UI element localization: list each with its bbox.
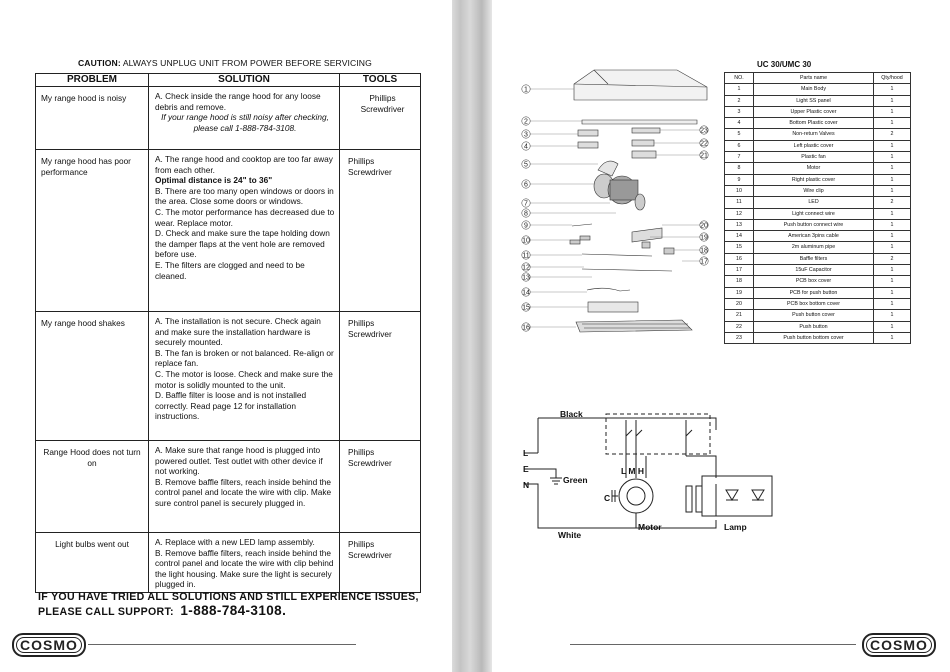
parts-name-cell: Main Body [754, 84, 874, 95]
table-row [725, 219, 911, 230]
left-page [0, 0, 452, 672]
caution-line [78, 58, 372, 68]
table-row [725, 163, 911, 174]
header-problem: PROBLEM [36, 74, 149, 87]
parts-qty-cell: 1 [874, 163, 911, 174]
callout-18: 18 [700, 247, 708, 255]
logo-text: COSMO [870, 637, 928, 653]
parts-no-cell: 18 [725, 276, 754, 287]
callout-23: 23 [700, 127, 708, 135]
solution-line: D. Baffle filter is loose and is not installed correctly. Read page 12 for installation instructions. [155, 390, 307, 422]
wire-green-label: Green [563, 475, 588, 485]
parts-name-cell: Push button connect wire [754, 219, 874, 230]
parts-no-cell: 4 [725, 118, 754, 129]
callout-6: 6 [524, 181, 528, 189]
parts-no-cell: 9 [725, 174, 754, 185]
table-row [725, 321, 911, 332]
parts-no-cell: 16 [725, 253, 754, 264]
parts-name-cell: Left plastic cover [754, 140, 874, 151]
callout-8: 8 [524, 210, 528, 218]
parts-qty-cell: 1 [874, 321, 911, 332]
table-row [36, 150, 421, 312]
table-row [725, 185, 911, 196]
table-row [725, 253, 911, 264]
parts-list-table [724, 72, 911, 344]
parts-name-cell: LED [754, 197, 874, 208]
parts-no-cell: 12 [725, 208, 754, 219]
tools-cell: Phillips Screwdriver [340, 533, 421, 593]
parts-qty-cell: 1 [874, 287, 911, 298]
troubleshooting-table [35, 73, 421, 593]
callout-20: 20 [700, 222, 708, 230]
parts-no-cell: 6 [725, 140, 754, 151]
callouts-left [522, 85, 530, 332]
problem-cell: Range Hood does not turn on [36, 441, 149, 533]
table-row [725, 174, 911, 185]
solution-cell [149, 312, 340, 441]
parts-name-cell: Right plastic cover [754, 174, 874, 185]
callouts-right [700, 126, 708, 266]
parts-no-cell: 14 [725, 231, 754, 242]
parts-qty-cell: 1 [874, 298, 911, 309]
table-row [725, 106, 911, 117]
parts-qty-cell: 1 [874, 95, 911, 106]
capacitor-label: C [604, 493, 611, 503]
parts-qty-cell: 1 [874, 231, 911, 242]
table-row [725, 265, 911, 276]
support-line-2 [38, 604, 419, 619]
parts-name-cell: 15uF Capacitor [754, 265, 874, 276]
solution-line: E. The filters are clogged and need to be cleaned. [155, 259, 305, 281]
tools-cell: Phillips Screwdriver [340, 441, 421, 533]
support-label: PLEASE CALL SUPPORT: [38, 606, 174, 618]
support-phone: 1-888-784-3108. [180, 603, 287, 618]
support-message [38, 590, 419, 619]
parts-no-cell: 1 [725, 84, 754, 95]
parts-qty-cell: 1 [874, 118, 911, 129]
callout-21: 21 [700, 152, 708, 160]
support-line-1: IF YOU HAVE TRIED ALL SOLUTIONS AND STILL EXPERIENCE ISSUES, [38, 591, 419, 603]
table-row [725, 276, 911, 287]
callout-15: 15 [522, 304, 530, 312]
parts-header-qty: Qty/hood [874, 73, 911, 84]
solution-bold-line: Optimal distance is 24" to 36" [155, 175, 273, 186]
parts-no-cell: 7 [725, 152, 754, 163]
solution-line: C. The motor is loose. Check and make sure the motor is solidly mounted to the unit. [155, 368, 333, 390]
callout-16: 16 [522, 324, 530, 332]
wire-n-label: N [523, 480, 530, 490]
parts-qty-cell: 1 [874, 265, 911, 276]
parts-name-cell: PCB box cover [754, 276, 874, 287]
table-row [725, 287, 911, 298]
callout-11: 11 [522, 252, 530, 260]
solution-line: A. The range hood and cooktop are too far away from each other. [155, 154, 333, 175]
logo-text: COSMO [20, 637, 78, 653]
parts-name-cell: Non-return Valves [754, 129, 874, 140]
table-row [725, 197, 911, 208]
parts-no-cell: 10 [725, 185, 754, 196]
callout-19: 19 [700, 234, 708, 242]
tools-cell: Phillips Screwdriver [340, 312, 421, 441]
parts-no-cell: 2 [725, 95, 754, 106]
solution-line: D. Check and make sure the tape holding down the damper flaps at the vent hole are removed before use. [155, 228, 330, 260]
parts-no-cell: 13 [725, 219, 754, 230]
cosmo-logo [12, 633, 86, 657]
parts-no-cell: 17 [725, 265, 754, 276]
problem-cell: Light bulbs went out [36, 533, 149, 593]
parts-no-cell: 8 [725, 163, 754, 174]
table-row [725, 332, 911, 343]
table-row [725, 152, 911, 163]
table-row [36, 87, 421, 150]
wire-l-label: L [523, 448, 529, 458]
footer-rule [88, 644, 356, 645]
table-row [725, 298, 911, 309]
parts-name-cell: Bottom Plastic cover [754, 118, 874, 129]
motor-label: Motor [638, 522, 662, 532]
parts-qty-cell: 1 [874, 152, 911, 163]
parts-no-cell: 15 [725, 242, 754, 253]
parts-name-cell: Push button [754, 321, 874, 332]
solution-line: A. Replace with a new LED lamp assembly. [155, 537, 315, 547]
solution-line: B. Remove baffle filters, reach inside behind the control panel and locate the wire with clip. Make sure control panel is securely plugged in. [155, 476, 332, 508]
table-row [36, 312, 421, 441]
parts-qty-cell: 1 [874, 310, 911, 321]
parts-header-row [725, 73, 911, 84]
table-row [725, 129, 911, 140]
table-row [725, 310, 911, 321]
callout-1: 1 [524, 86, 528, 94]
solution-cell [149, 87, 340, 150]
callout-14: 14 [522, 289, 530, 297]
header-tools: TOOLS [340, 74, 421, 87]
table-row [725, 118, 911, 129]
wire-black-label: Black [560, 409, 583, 419]
parts-no-cell: 3 [725, 106, 754, 117]
table-row [725, 84, 911, 95]
parts-name-cell: Light SS panel [754, 95, 874, 106]
table-row [725, 140, 911, 151]
parts-no-cell: 19 [725, 287, 754, 298]
callout-17: 17 [700, 258, 708, 266]
parts-no-cell: 22 [725, 321, 754, 332]
table-row [725, 95, 911, 106]
table-row [725, 242, 911, 253]
parts-qty-cell: 1 [874, 106, 911, 117]
problem-cell: My range hood shakes [36, 312, 149, 441]
callout-13: 13 [522, 274, 530, 282]
parts-no-cell: 11 [725, 197, 754, 208]
parts-name-cell: Push button bottom cover [754, 332, 874, 343]
callout-12: 12 [522, 264, 530, 272]
parts-header-no: NO. [725, 73, 754, 84]
wire-white-label: White [558, 530, 582, 540]
motor-speed-labels: L M H [621, 466, 644, 476]
caution-text: ALWAYS UNPLUG UNIT FROM POWER BEFORE SERVICING [120, 58, 372, 68]
callout-10: 10 [522, 237, 530, 245]
parts-qty-cell: 1 [874, 276, 911, 287]
wire-e-label: E [523, 464, 529, 474]
parts-no-cell: 21 [725, 310, 754, 321]
parts-name-cell: Light connect wire [754, 208, 874, 219]
parts-qty-cell: 2 [874, 253, 911, 264]
tools-cell: Phillips Screwdriver [340, 150, 421, 312]
cosmo-logo [862, 633, 936, 657]
solution-line: B. Remove baffle filters, reach inside behind the control panel and locate the wire with clip behind the light housing. Make sure the light is securely plugged in. [155, 547, 334, 590]
exploded-parts-diagram [512, 62, 717, 347]
parts-qty-cell: 1 [874, 242, 911, 253]
parts-header-name: Parts name [754, 73, 874, 84]
parts-name-cell: Baffle filters [754, 253, 874, 264]
solution-line: A. The installation is not secure. Check again and make sure the installation hardware is securely mounted. [155, 316, 321, 348]
caution-prefix: CAUTION: [78, 58, 121, 68]
header-solution: SOLUTION [149, 74, 340, 87]
parts-qty-cell: 1 [874, 219, 911, 230]
parts-qty-cell: 1 [874, 185, 911, 196]
parts-name-cell: Plastic fan [754, 152, 874, 163]
parts-qty-cell: 1 [874, 332, 911, 343]
lamp-label: Lamp [724, 522, 747, 532]
solution-cell [149, 533, 340, 593]
tools-cell: Phillips Screwdriver [340, 87, 421, 150]
parts-name-cell: Wire clip [754, 185, 874, 196]
callout-3: 3 [524, 131, 528, 139]
solution-line: A. Check inside the range hood for any loose debris and remove. [155, 91, 321, 112]
callout-22: 22 [700, 140, 708, 148]
solution-line: C. The motor performance has decreased due to wear. Replace motor. [155, 206, 335, 228]
parts-qty-cell: 1 [874, 208, 911, 219]
parts-name-cell: 2m aluminum pipe [754, 242, 874, 253]
table-row [725, 208, 911, 219]
parts-qty-cell: 2 [874, 129, 911, 140]
problem-cell: My range hood has poor performance [36, 150, 149, 312]
parts-no-cell: 5 [725, 129, 754, 140]
callout-9: 9 [524, 222, 528, 230]
parts-qty-cell: 1 [874, 140, 911, 151]
problem-cell: My range hood is noisy [36, 87, 149, 150]
solution-cell [149, 150, 340, 312]
table-row [725, 231, 911, 242]
callout-4: 4 [524, 143, 528, 151]
parts-name-cell: PCB for push button [754, 287, 874, 298]
parts-qty-cell: 1 [874, 84, 911, 95]
callout-2: 2 [524, 118, 528, 126]
table-row [36, 533, 421, 593]
parts-qty-cell: 1 [874, 174, 911, 185]
parts-name-cell: Upper Plastic cover [754, 106, 874, 117]
callout-5: 5 [524, 161, 528, 169]
parts-list-title: UC 30/UMC 30 [757, 60, 812, 69]
solution-line: B. There are too many open windows or doors in the area. Close some doors or windows. [155, 185, 334, 207]
solution-line: A. Make sure that range hood is plugged into powered outlet. Test outlet with other device if not working. [155, 445, 323, 477]
solution-cell [149, 441, 340, 533]
parts-name-cell: PCB box bottom cover [754, 298, 874, 309]
parts-name-cell: Push button cover [754, 310, 874, 321]
solution-line: B. The fan is broken or not balanced. Re-align or replace fan. [155, 347, 334, 369]
parts-qty-cell: 2 [874, 197, 911, 208]
callout-7: 7 [524, 200, 528, 208]
footer-rule [570, 644, 856, 645]
parts-no-cell: 23 [725, 332, 754, 343]
solution-note: If your range hood is still noisy after checking, please call 1-888-784-3108. [161, 112, 329, 133]
parts-no-cell: 20 [725, 298, 754, 309]
parts-name-cell: Motor [754, 163, 874, 174]
table-header-row [36, 74, 421, 87]
table-row [36, 441, 421, 533]
parts-name-cell: American 3pins cable [754, 231, 874, 242]
